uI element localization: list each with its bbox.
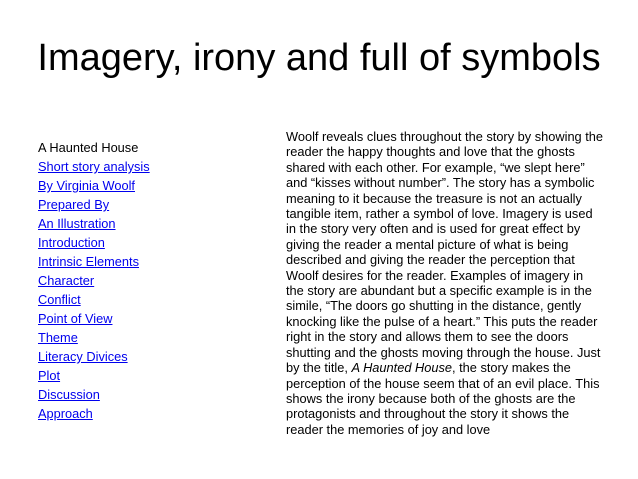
body-paragraph-part1: Woolf reveals clues throughout the story by showing the reader the happy thoughts and love that the ghosts shared with each other. For example, “we slept here” and “kisses without number”. The story has a symbolic meaning to it because the treasure is not an actually tangible item, rather a symbol of love. Imagery is used in the story very often and is used for great effect by giving the reader a mental picture of what is being described and giving the reader the perception that Woolf desires for the reader. Examples of imagery in the story are abundant but a specific example is in the simile, “The doors go shutting in the distance, gently knocking like the pulse of a heart.” This puts the reader right in the story and allows them to see the doors shutting and the ghosts moving through the house. Just by the title,	[286, 129, 604, 376]
nav-item	[38, 195, 248, 214]
nav-item	[38, 271, 248, 290]
nav-link-conflict[interactable]: Conflict	[38, 292, 81, 307]
nav-item	[38, 309, 248, 328]
nav-item	[38, 290, 248, 309]
nav-item	[38, 214, 248, 233]
slide-title: Imagery, irony and full of symbols	[37, 37, 601, 79]
nav-link-introduction[interactable]: Introduction	[38, 235, 105, 250]
nav-link-an-illustration[interactable]: An Illustration	[38, 216, 116, 231]
nav-item	[38, 233, 248, 252]
nav-link-discussion[interactable]: Discussion	[38, 387, 100, 402]
body-paragraph	[286, 129, 604, 437]
body-paragraph-italic-title: A Haunted House	[351, 360, 452, 376]
nav-link-theme[interactable]: Theme	[38, 330, 78, 345]
nav-link-short-story-analysis[interactable]: Short story analysis	[38, 159, 150, 174]
nav-item	[38, 404, 248, 423]
body-paragraph-part2: , the story makes the perception of the house seem that of an evil place. This shows the irony because both of the ghosts are the protagonists and throughout the story it shows the reader the memories of joy and love	[286, 360, 600, 437]
nav-item	[38, 252, 248, 271]
nav-link-intrinsic-elements[interactable]: Intrinsic Elements	[38, 254, 139, 269]
nav-link-approach[interactable]: Approach	[38, 406, 93, 421]
nav-item	[38, 385, 248, 404]
nav-item	[38, 157, 248, 176]
nav-heading: A Haunted House	[38, 140, 139, 155]
nav-link-by-virginia-woolf[interactable]: By Virginia Woolf	[38, 178, 135, 193]
body-text	[286, 129, 604, 479]
nav-link-plot[interactable]: Plot	[38, 368, 61, 383]
nav-item	[38, 347, 248, 366]
nav-item	[38, 366, 248, 385]
nav-link-prepared-by[interactable]: Prepared By	[38, 197, 110, 212]
nav-item	[38, 176, 248, 195]
nav-link-literacy-divices[interactable]: Literacy Divices	[38, 349, 128, 364]
slide-navigation	[38, 138, 248, 423]
nav-item	[38, 328, 248, 347]
nav-link-point-of-view[interactable]: Point of View	[38, 311, 113, 326]
nav-link-character[interactable]: Character	[38, 273, 95, 288]
